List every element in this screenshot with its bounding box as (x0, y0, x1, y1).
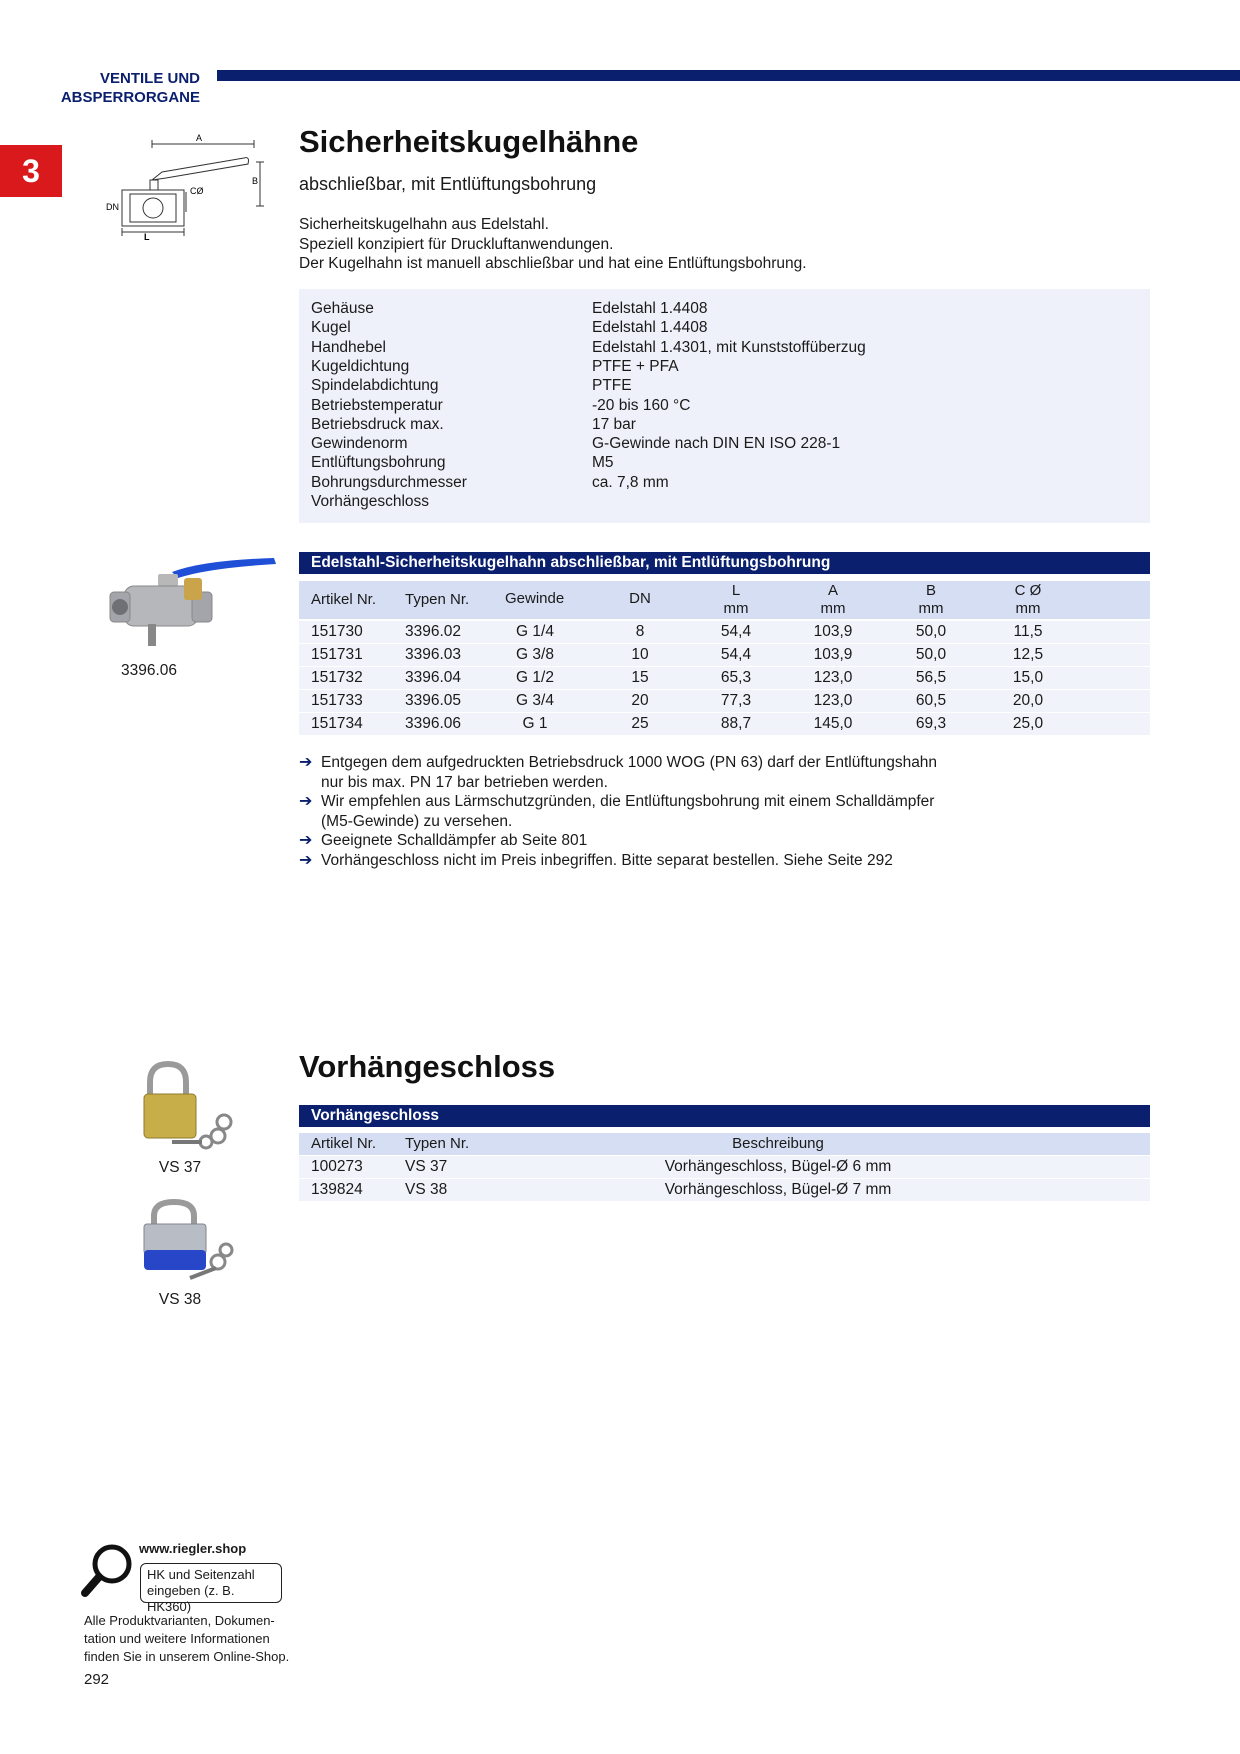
page-number: 292 (84, 1671, 110, 1688)
cell: 12,5 (1012, 646, 1044, 663)
cell: G 3/4 (516, 692, 554, 709)
header-cell: Typen Nr. (405, 591, 470, 608)
cell: 20,0 (1012, 692, 1044, 709)
table-row (299, 713, 1150, 735)
unit-cell: mm (918, 600, 944, 617)
table-row (299, 644, 1150, 666)
chapter-tab: 3 (0, 145, 62, 197)
label-c: CØ (190, 186, 204, 196)
shop-url[interactable]: www.riegler.shop (139, 1541, 247, 1556)
note-item (299, 792, 937, 831)
table-row (299, 621, 1150, 643)
cell: 88,7 (720, 715, 752, 732)
notes-list (299, 753, 937, 871)
magnifier-icon (80, 1542, 136, 1598)
spec-key: Kugel (311, 319, 351, 337)
spec-key: Bohrungsdurchmesser (311, 473, 467, 491)
arrow-right-icon: ➔ (299, 832, 313, 850)
cell: G 3/8 (516, 646, 554, 663)
cell: 103,9 (813, 623, 853, 640)
spec-key: Betriebsdruck max. (311, 415, 444, 433)
spec-value: Edelstahl 1.4408 (592, 319, 708, 337)
padlock-vs37-photo (142, 1060, 238, 1156)
label-dn: DN (106, 202, 119, 212)
unit-cell: mm (723, 600, 749, 617)
table-row (299, 1156, 1150, 1178)
cell: Vorhängeschloss, Bügel-Ø 7 mm (664, 1181, 892, 1198)
cell: 139824 (311, 1181, 363, 1198)
cell: 3396.05 (405, 692, 462, 709)
padlock-title: Vorhängeschloss (299, 1049, 556, 1084)
padlock-table-header (299, 1133, 1150, 1155)
product-subtitle: abschließbar, mit Entlüftungsbohrung (299, 174, 597, 194)
cell: 11,5 (1013, 623, 1043, 640)
cell: G 1 (522, 715, 548, 732)
header-cell: B (925, 582, 937, 599)
note-line: (M5-Gewinde) zu versehen. (321, 812, 513, 830)
header-cell: C Ø (1014, 582, 1042, 599)
label-l: L (144, 232, 150, 242)
intro-line: Der Kugelhahn ist manuell abschließbar und hat eine Entlüftungsbohrung. (299, 255, 807, 272)
cell: 50,0 (915, 646, 947, 663)
ball-valve-drawing (104, 132, 264, 242)
unit-cell: mm (1015, 600, 1041, 617)
padlock-table-title: Vorhängeschloss (299, 1105, 1150, 1127)
table-row (299, 667, 1150, 689)
shop-hint-box (140, 1563, 282, 1614)
header-cell: Beschreibung (732, 1135, 824, 1152)
product-title: Sicherheitskugelhähne (299, 124, 639, 159)
padlock-vs38-photo (140, 1198, 236, 1294)
cell: Vorhängeschloss, Bügel-Ø 6 mm (664, 1158, 892, 1175)
table-header (299, 581, 1150, 619)
note-line: Geeignete Schalldämpfer ab Seite 801 (321, 832, 588, 850)
header-cell: A (827, 582, 839, 599)
section-label (60, 69, 200, 107)
spec-key: Spindelabdichtung (311, 377, 439, 395)
cell: VS 38 (405, 1181, 448, 1198)
product-intro (299, 215, 807, 274)
spec-key: Gehäuse (311, 300, 374, 317)
label-a: A (196, 133, 203, 143)
cell: 69,3 (915, 715, 947, 732)
cell: VS 37 (405, 1158, 448, 1175)
arrow-right-icon: ➔ (299, 851, 313, 869)
spec-value: Edelstahl 1.4408 (592, 300, 708, 317)
cell: 77,3 (720, 692, 752, 709)
spec-value: Edelstahl 1.4301, mit Kunststoffüberzug (592, 338, 866, 356)
spec-value: -20 bis 160 °C (592, 396, 691, 414)
spec-key: Entlüftungsbohrung (311, 454, 446, 472)
cell: 25 (631, 715, 649, 732)
table-title: Edelstahl-Sicherheitskugelhahn abschließbar, mit Entlüftungsbohrung (299, 552, 1150, 574)
shop-info-line: Alle Produktvarianten, Dokumen- (84, 1613, 275, 1628)
label-b: B (252, 176, 259, 186)
cell: 54,4 (720, 646, 752, 663)
header-cell: L (731, 582, 741, 599)
note-item (299, 851, 937, 871)
cell: 103,9 (813, 646, 853, 663)
cell: 60,5 (915, 692, 947, 709)
table-row (299, 690, 1150, 712)
shop-hint-line: eingeben (z. B. HK360) (147, 1583, 235, 1614)
header-cell: Artikel Nr. (311, 591, 377, 608)
cell: 15 (631, 669, 649, 686)
intro-line: Sicherheitskugelhahn aus Edelstahl. (299, 216, 549, 233)
cell: 151732 (311, 669, 363, 686)
spec-key: Vorhängeschloss (311, 493, 430, 510)
header-cell: DN (629, 590, 651, 607)
caption-vs38: VS 38 (158, 1291, 202, 1308)
cell: G 1/4 (516, 623, 554, 640)
cell: 50,0 (915, 623, 947, 640)
arrow-right-icon: ➔ (299, 754, 313, 771)
cell: 56,5 (915, 669, 947, 686)
spec-value: PTFE (592, 377, 632, 395)
ball-valve-photo (104, 552, 280, 652)
table-row (299, 1179, 1150, 1201)
cell: 8 (635, 623, 645, 640)
spec-value: G-Gewinde nach DIN EN ISO 228-1 (592, 435, 841, 453)
shop-info-line: finden Sie in unserem Online-Shop. (84, 1649, 290, 1664)
cell: 151734 (311, 715, 363, 732)
cell: 151733 (311, 692, 363, 709)
header-bar (217, 70, 1240, 81)
section-label-line2: ABSPERRORGANE (60, 89, 200, 106)
spec-value: PTFE + PFA (592, 357, 679, 375)
cell: 25,0 (1012, 715, 1044, 732)
spec-key: Betriebstemperatur (311, 396, 443, 414)
image-caption: 3396.06 (120, 662, 178, 679)
note-line: Entgegen dem aufgedruckten Betriebsdruck 1000 WOG (PN 63) darf der Entlüftungshahn (321, 754, 938, 771)
note-line: Wir empfehlen aus Lärmschutzgründen, die Entlüftungsbohrung mit einem Schalldämpfer (321, 793, 935, 811)
cell: 54,4 (720, 623, 752, 640)
note-item (299, 753, 937, 792)
cell: G 1/2 (516, 669, 554, 686)
cell: 3396.03 (405, 646, 462, 663)
cell: 3396.06 (405, 715, 462, 732)
cell: 123,0 (813, 669, 853, 686)
arrow-right-icon: ➔ (299, 793, 313, 811)
cell: 3396.04 (405, 669, 462, 686)
cell: 20 (631, 692, 649, 709)
cell: 3396.02 (405, 623, 462, 640)
spec-value: ca. 7,8 mm (592, 473, 669, 491)
intro-line: Speziell konzipiert für Druckluftanwendungen. (299, 235, 614, 253)
unit-cell: mm (820, 600, 846, 617)
spec-value: M5 (592, 454, 614, 472)
cell: 151730 (311, 623, 363, 640)
cell: 65,3 (720, 669, 752, 686)
cell: 15,0 (1012, 669, 1044, 686)
caption-vs37: VS 37 (158, 1159, 202, 1176)
spec-box (299, 289, 1150, 523)
note-line: Vorhängeschloss nicht im Preis inbegriffen. Bitte separat bestellen. Siehe Seite 292 (321, 851, 893, 869)
spec-key: Handhebel (311, 338, 386, 356)
shop-info (84, 1612, 289, 1666)
cell: 10 (631, 646, 649, 663)
header-cell: Gewinde (505, 590, 565, 607)
shop-info-line: tation und weitere Informationen (84, 1631, 270, 1646)
header-cell: Typen Nr. (405, 1135, 470, 1152)
header-cell: Artikel Nr. (311, 1135, 377, 1152)
section-label-line1: VENTILE UND (99, 70, 200, 87)
spec-key: Kugeldichtung (311, 357, 410, 375)
note-line: nur bis max. PN 17 bar betrieben werden. (321, 773, 608, 791)
note-item (299, 831, 937, 851)
cell: 145,0 (813, 715, 853, 732)
spec-key: Gewindenorm (311, 435, 408, 453)
cell: 100273 (311, 1158, 363, 1175)
cell: 151731 (311, 646, 363, 663)
spec-value: 17 bar (592, 415, 636, 433)
cell: 123,0 (813, 692, 853, 709)
shop-hint-line: HK und Seitenzahl (147, 1567, 255, 1582)
